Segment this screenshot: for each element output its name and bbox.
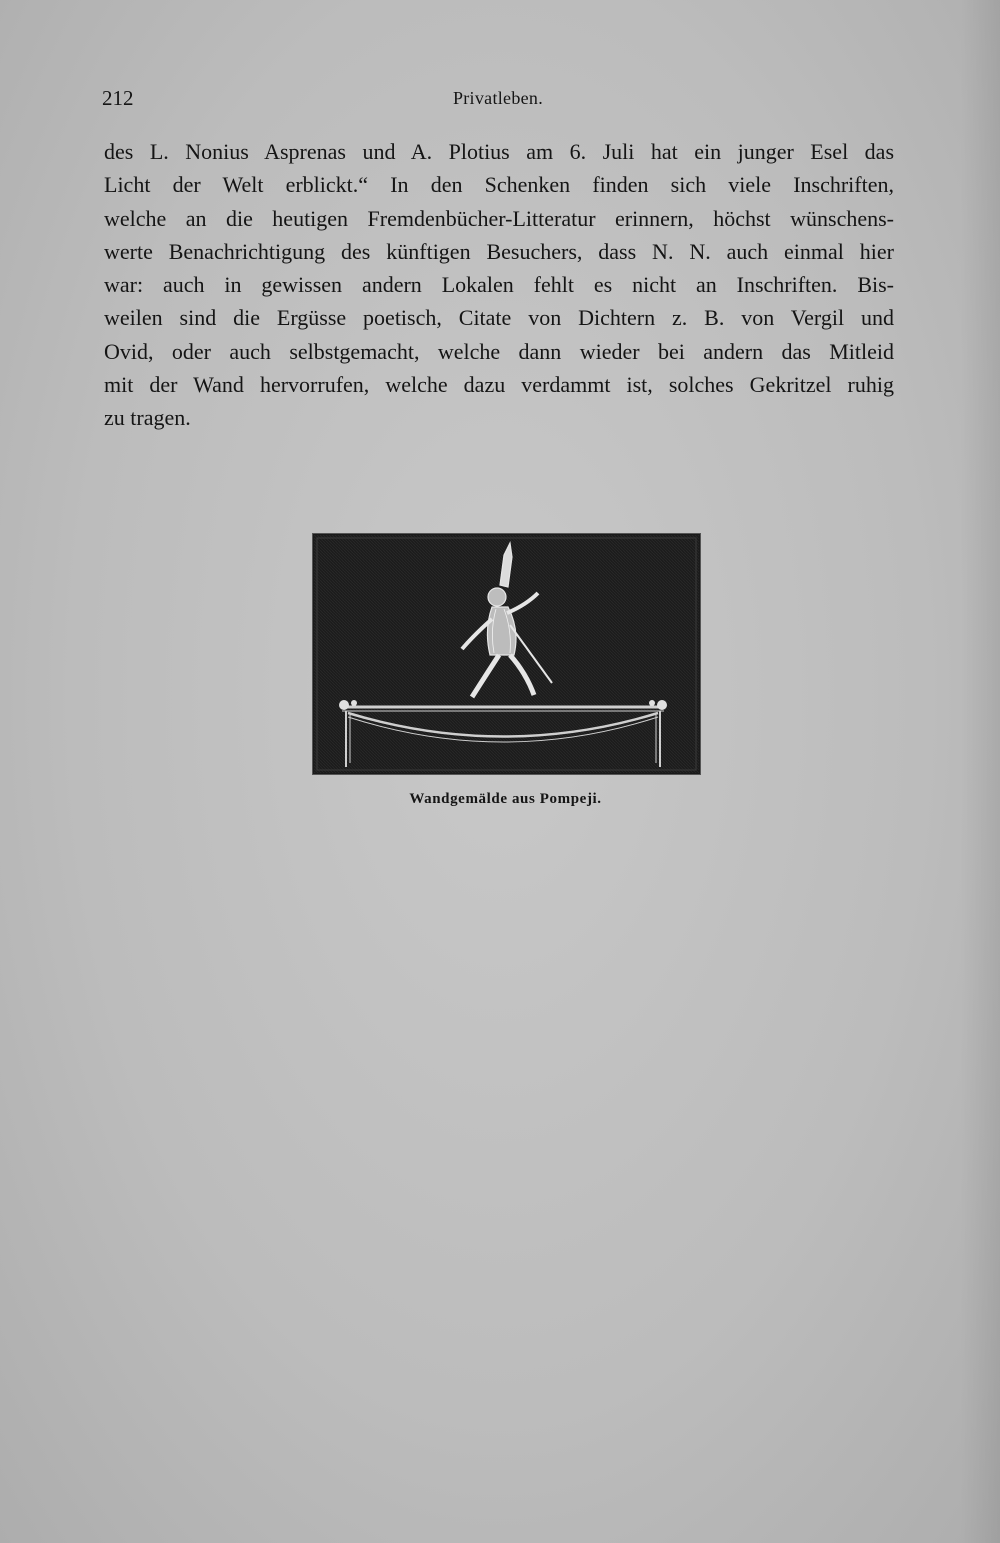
body-paragraph	[104, 135, 894, 435]
illustration-artwork	[314, 535, 699, 773]
page-edge-shadow	[960, 0, 1000, 1543]
page-header	[102, 86, 894, 116]
running-title: Privatleben.	[452, 88, 544, 108]
text-line: des L. Nonius Asprenas und A. Plotius am 6. Juli hat ein junger Esel das	[104, 139, 894, 164]
text-line: weilen sind die Ergüsse poetisch, Citate von Dichtern z. B. von Vergil und	[104, 305, 894, 331]
text-line: war: auch in gewissen andern Lokalen fehlt es nicht an Inschriften. Bis-	[104, 272, 894, 298]
text-line: welche an die heutigen Fremdenbücher-Litteratur erinnern, höchst wünschens-	[104, 205, 894, 231]
text-line: zu tragen.	[104, 405, 191, 431]
figure-caption: Wandgemälde aus Pompeji.	[409, 791, 602, 807]
page-number: 212	[102, 86, 134, 110]
text-line: werte Benachrichtigung des künftigen Besuchers, dass N. N. auch einmal hier	[104, 238, 894, 264]
text-line: Ovid, oder auch selbstgemacht, welche dann wieder bei andern das Mitleid	[104, 338, 894, 364]
text-line: mit der Wand hervorrufen, welche dazu verdammt ist, solches Gekritzel ruhig	[104, 372, 894, 398]
text-line: Licht der Welt erblickt.“ In den Schenken finden sich viele Inschriften,	[104, 172, 894, 198]
wall-painting-illustration	[313, 534, 700, 774]
